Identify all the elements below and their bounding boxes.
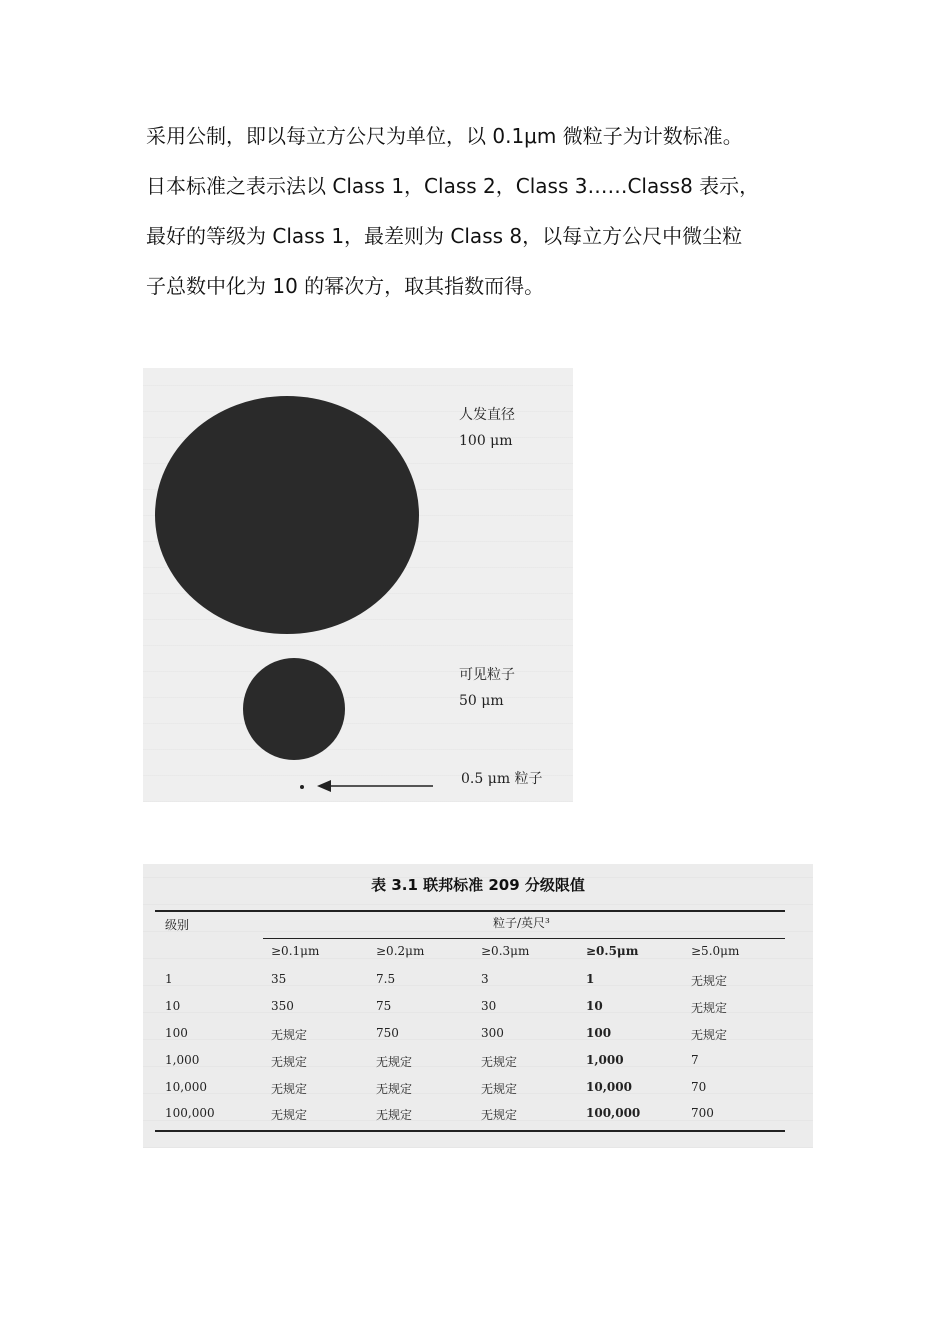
table-cell: 无规定	[271, 1108, 308, 1122]
paragraph-line: 日本标准之表示法以 Class 1，Class 2，Class 3……Class8 表示，	[146, 174, 760, 198]
table-cell: 100,000	[165, 1106, 215, 1120]
table-cell: 1	[586, 972, 595, 986]
table-cell: 无规定	[481, 1082, 518, 1096]
table-cell: 300	[481, 1026, 504, 1040]
table-cell: 350	[271, 999, 294, 1013]
arrow-left-icon	[315, 776, 435, 796]
column-header: ≥0.2μm	[376, 944, 425, 958]
table-bottom-rule	[155, 1130, 785, 1132]
header-particles: 粒子/英尺³	[493, 916, 550, 930]
table-cell: 10,000	[586, 1080, 632, 1094]
table-cell: 100	[586, 1026, 612, 1040]
paragraph-line: 采用公制，即以每立方公尺为单位，以 0.1μm 微粒子为计数标准。	[146, 124, 743, 148]
column-header: ≥0.3μm	[481, 944, 530, 958]
column-header: ≥0.5μm	[586, 944, 639, 958]
table-top-rule	[155, 910, 785, 912]
table-cell: 100,000	[586, 1106, 641, 1120]
table-cell: 无规定	[691, 1001, 728, 1015]
hair-label	[459, 402, 515, 454]
table-cell: 3	[481, 972, 489, 986]
table-cell: 无规定	[481, 1055, 518, 1069]
small-particle-dot	[300, 785, 304, 789]
hair-diameter-circle	[155, 396, 419, 634]
table-cell: 无规定	[691, 974, 728, 988]
hair-label-name: 人发直径	[459, 407, 515, 423]
table-cell: 30	[481, 999, 497, 1013]
column-header: ≥5.0μm	[691, 944, 740, 958]
table-cell: 75	[376, 999, 392, 1013]
table-cell: 无规定	[376, 1082, 413, 1096]
table-cell: 1,000	[586, 1053, 624, 1067]
table-cell: 无规定	[691, 1028, 728, 1042]
table-cell: 1	[165, 972, 173, 986]
table-cell: 无规定	[481, 1108, 518, 1122]
header-class: 级别	[165, 918, 190, 932]
visible-particle-circle	[243, 658, 345, 760]
small-particle-label	[461, 766, 543, 792]
table-cell: 7	[691, 1053, 699, 1067]
table-cell: 无规定	[271, 1082, 308, 1096]
table-cell: 700	[691, 1106, 714, 1120]
paragraph-line: 最好的等级为 Class 1，最差则为 Class 8，以每立方公尺中微尘粒	[146, 224, 743, 248]
visible-particle-name: 可见粒子	[459, 667, 515, 683]
hair-label-size: 100 μm	[459, 433, 513, 449]
visible-particle-label	[459, 662, 515, 714]
column-header: ≥0.1μm	[271, 944, 320, 958]
table-cell: 无规定	[271, 1028, 308, 1042]
table-title: 表 3.1 联邦标准 209 分级限值	[371, 876, 585, 894]
paragraph-line: 子总数中化为 10 的幂次方，取其指数而得。	[146, 274, 545, 298]
table-cell: 无规定	[376, 1055, 413, 1069]
table-cell: 7.5	[376, 972, 396, 986]
table-cell: 70	[691, 1080, 707, 1094]
particle-size-figure	[143, 368, 573, 802]
table-cell: 无规定	[376, 1108, 413, 1122]
table-cell: 10,000	[165, 1080, 207, 1094]
body-paragraph	[146, 111, 826, 311]
small-particle-text: 0.5 μm 粒子	[461, 771, 543, 787]
table-cell: 10	[165, 999, 181, 1013]
table-cell: 1,000	[165, 1053, 200, 1067]
class-limit-table	[143, 864, 813, 1148]
visible-particle-size: 50 μm	[459, 693, 504, 709]
table-cell: 750	[376, 1026, 399, 1040]
table-header-rule	[263, 938, 785, 939]
table-cell: 10	[586, 999, 603, 1013]
table-cell: 35	[271, 972, 287, 986]
table-cell: 100	[165, 1026, 188, 1040]
table-cell: 无规定	[271, 1055, 308, 1069]
